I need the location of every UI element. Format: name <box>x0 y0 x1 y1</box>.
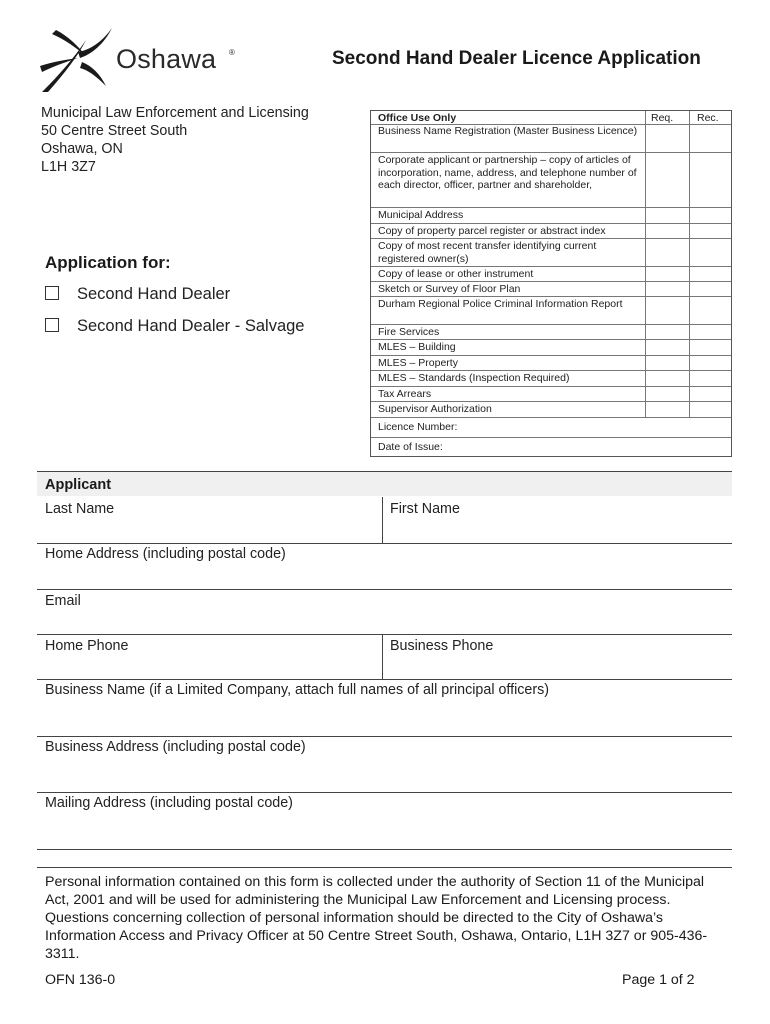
office-item-row <box>371 224 731 239</box>
checkbox[interactable] <box>45 286 59 300</box>
office-item-row <box>371 371 731 387</box>
address-line-4: L1H 3Z7 <box>41 159 96 175</box>
option-label: Second Hand Dealer <box>77 285 231 303</box>
logo-wordmark: Oshawa <box>116 44 217 74</box>
rec-column-header: Rec. <box>697 112 719 124</box>
address-line-2: 50 Centre Street South <box>41 123 188 139</box>
address-line-3: Oshawa, ON <box>41 141 123 157</box>
office-item-label: MLES – Standards (Inspection Required) <box>378 372 570 384</box>
mailing-address-field[interactable]: Mailing Address (including postal code) <box>45 795 293 811</box>
oshawa-swoosh-icon <box>38 22 118 94</box>
privacy-notice: Personal information contained on this form is collected under the authority of Section 11 of the Municipal Act, 2001 and will be used for administering the Municipal Law Enforcement and Licensing process. Questions concerning collection of personal information should be directed to the City of Oshawa’s Information Access and Privacy Officer at 50 Centre Street South, Oshawa, Ontario, L1H 3Z7 or 905-436-3311. <box>45 874 708 962</box>
office-item-label: Business Name Registration (Master Business Licence) <box>378 125 638 137</box>
office-item-row <box>371 340 731 356</box>
office-item-label: Copy of most recent transfer identifying current registered owner(s) <box>378 240 597 265</box>
logo-registered-mark: ® <box>229 48 235 57</box>
office-item-label: Copy of property parcel register or abstract index <box>378 225 606 237</box>
office-item-label: Copy of lease or other instrument <box>378 268 534 280</box>
divider <box>37 736 732 737</box>
divider <box>37 543 732 544</box>
office-item-row <box>371 111 731 153</box>
office-item-row <box>371 402 731 418</box>
office-item-label: Corporate applicant or partnership – copy of articles of incorporation, name, address, and telephone number of each director, officer, partner and shareholder, <box>378 154 637 191</box>
application-for-heading: Application for: <box>45 253 171 272</box>
business-name-field[interactable]: Business Name (if a Limited Company, attach full names of all principal officers) <box>45 682 550 698</box>
home-phone-field[interactable]: Home Phone <box>45 638 129 654</box>
divider <box>37 867 732 868</box>
home-address-field[interactable]: Home Address (including postal code) <box>45 546 286 562</box>
divider <box>37 792 732 793</box>
req-column-header: Req. <box>651 112 674 124</box>
divider <box>37 849 732 850</box>
office-use-table <box>370 110 732 457</box>
divider <box>382 634 383 680</box>
divider <box>37 589 732 590</box>
office-item-row <box>371 325 731 340</box>
checkbox[interactable] <box>45 318 59 332</box>
office-item-label: Sketch or Survey of Floor Plan <box>378 283 521 295</box>
office-item-label: Durham Regional Police Criminal Information Report <box>378 298 623 310</box>
address-line-1: Municipal Law Enforcement and Licensing <box>41 105 309 121</box>
applicant-heading: Applicant <box>45 477 112 493</box>
office-item-row <box>371 297 731 325</box>
applicant-header-band <box>37 472 732 496</box>
date-of-issue-label: Date of Issue: <box>378 441 443 453</box>
divider <box>37 679 732 680</box>
date-of-issue-row <box>371 438 731 457</box>
oshawa-logo <box>38 22 248 94</box>
office-item-label: Fire Services <box>378 326 440 338</box>
page-number: Page 1 of 2 <box>622 972 695 988</box>
office-item-label: Tax Arrears <box>378 388 432 400</box>
licence-number-row <box>371 418 731 438</box>
first-name-field[interactable]: First Name <box>390 501 460 517</box>
divider <box>37 634 732 635</box>
option-label: Second Hand Dealer - Salvage <box>77 317 305 335</box>
office-item-row <box>371 239 731 267</box>
office-item-label: MLES – Property <box>378 357 458 369</box>
office-item-label: MLES – Building <box>378 341 456 353</box>
option-second-hand-dealer[interactable] <box>45 285 230 304</box>
divider <box>382 497 383 543</box>
office-use-heading: Office Use Only <box>378 112 457 124</box>
office-item-row <box>371 282 731 297</box>
department-address <box>41 104 309 176</box>
email-field[interactable]: Email <box>45 593 81 609</box>
form-number: OFN 136-0 <box>45 972 116 988</box>
document-title: Second Hand Dealer Licence Application <box>332 48 701 69</box>
office-item-row <box>371 387 731 402</box>
licence-number-label: Licence Number: <box>378 421 458 433</box>
office-item-label: Municipal Address <box>378 209 464 221</box>
office-item-row <box>371 356 731 371</box>
business-phone-field[interactable]: Business Phone <box>390 638 494 654</box>
last-name-field[interactable]: Last Name <box>45 501 115 517</box>
business-address-field[interactable]: Business Address (including postal code) <box>45 739 306 755</box>
office-item-row <box>371 208 731 224</box>
option-second-hand-dealer-salvage[interactable] <box>45 317 304 336</box>
office-item-label: Supervisor Authorization <box>378 403 492 415</box>
office-item-row <box>371 267 731 282</box>
office-item-row <box>371 153 731 208</box>
